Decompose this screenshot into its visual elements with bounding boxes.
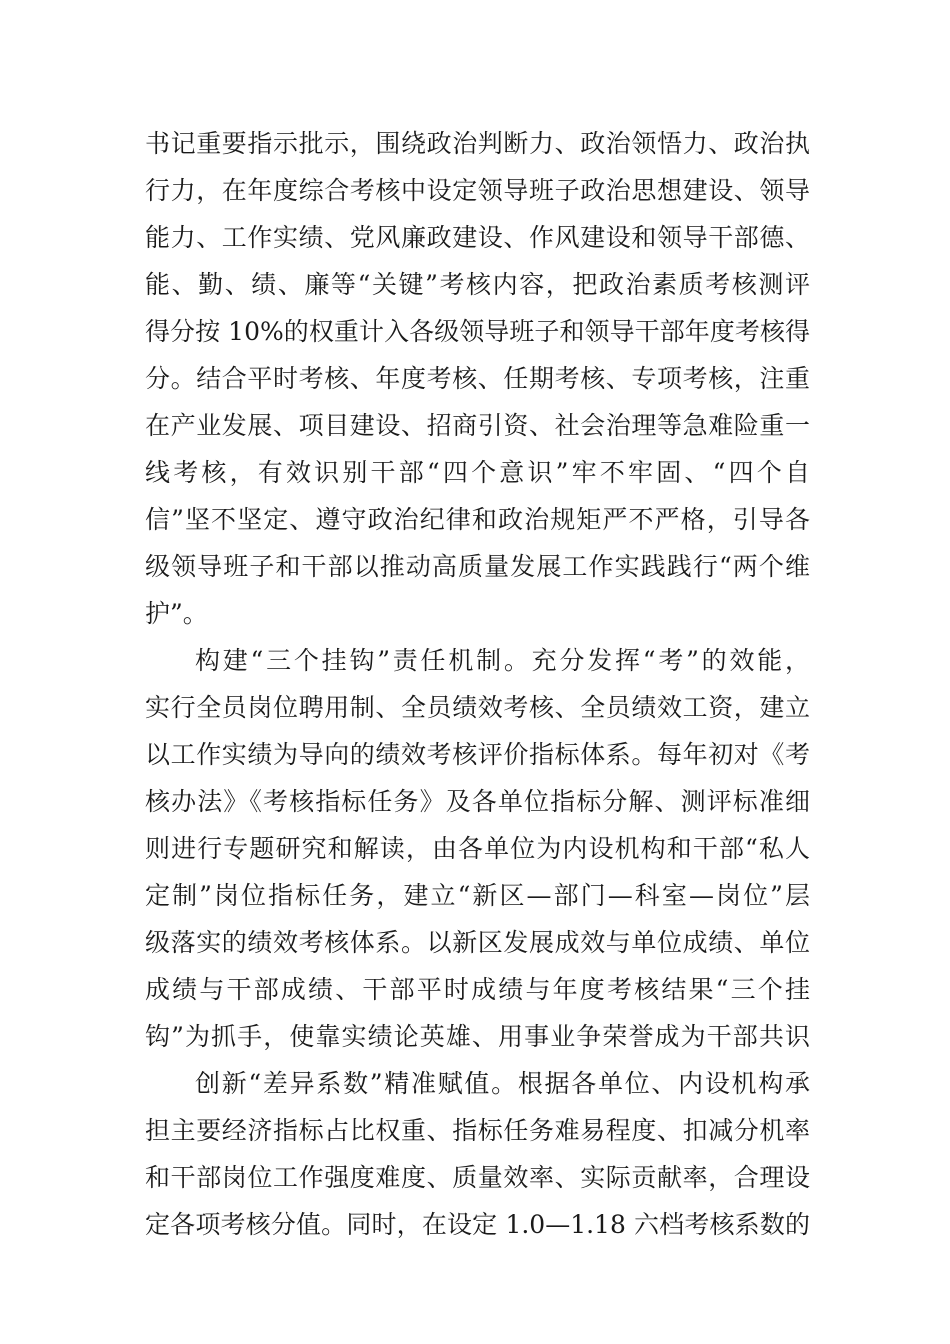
text-line: 则进行专题研究和解读，由各单位为内设机构和干部“私人 (145, 834, 810, 863)
text-line: 能力、工作实绩、党风廉政建设、作风建设和领导干部德、 (145, 223, 810, 252)
text-line: 实行全员岗位聘用制、全员绩效考核、全员绩效工资，建立 (145, 693, 810, 722)
text-line: 分。结合平时考核、年度考核、任期考核、专项考核，注重 (145, 364, 810, 393)
text-line: 护”。 (145, 599, 208, 628)
text-line: 能、勤、绩、廉等“关键”考核内容，把政治素质考核测评 (145, 270, 810, 299)
text-line: 书记重要指示批示，围绕政治判断力、政治领悟力、政治执 (145, 129, 810, 158)
text-line: 级领导班子和干部以推动高质量发展工作实践践行“两个维 (145, 552, 810, 581)
text-line: 担主要经济指标占比权重、指标任务难易程度、扣减分机率 (145, 1116, 810, 1145)
text-line: 行力，在年度综合考核中设定领导班子政治思想建设、领导 (145, 176, 810, 205)
text-line: 以工作实绩为导向的绩效考核评价指标体系。每年初对《考 (145, 740, 810, 769)
text-line: 级落实的绩效考核体系。以新区发展成效与单位成绩、单位 (145, 928, 810, 957)
text-line: 定各项考核分值。同时，在设定 1.0—1.18 六档考核系数的 (145, 1210, 810, 1239)
text-line: 线考核，有效识别干部“四个意识”牢不牢固、“四个自 (145, 458, 810, 487)
text-line: 成绩与干部成绩、干部平时成绩与年度考核结果“三个挂 (145, 975, 810, 1004)
text-line: 得分按 10%的权重计入各级领导班子和领导干部年度考核得 (145, 317, 810, 346)
paragraph-heading-line: 构建“三个挂钩”责任机制。充分发挥“考”的效能， (195, 646, 810, 675)
body-text (145, 120, 810, 1248)
text-line: 定制”岗位指标任务，建立“新区—部门—科室—岗位”层 (145, 881, 810, 910)
text-line: 钩”为抓手，使靠实绩论英雄、用事业争荣誉成为干部共识 (145, 1022, 810, 1051)
text-line: 核办法》《考核指标任务》及各单位指标分解、测评标准细 (145, 787, 810, 816)
text-line: 和干部岗位工作强度难度、质量效率、实际贡献率，合理设 (145, 1163, 810, 1192)
paragraph-heading-line: 创新“差异系数”精准赋值。根据各单位、内设机构承 (195, 1069, 810, 1098)
text-line: 信”坚不坚定、遵守政治纪律和政治规矩严不严格，引导各 (145, 505, 810, 534)
text-line: 在产业发展、项目建设、招商引资、社会治理等急难险重一 (145, 411, 810, 440)
